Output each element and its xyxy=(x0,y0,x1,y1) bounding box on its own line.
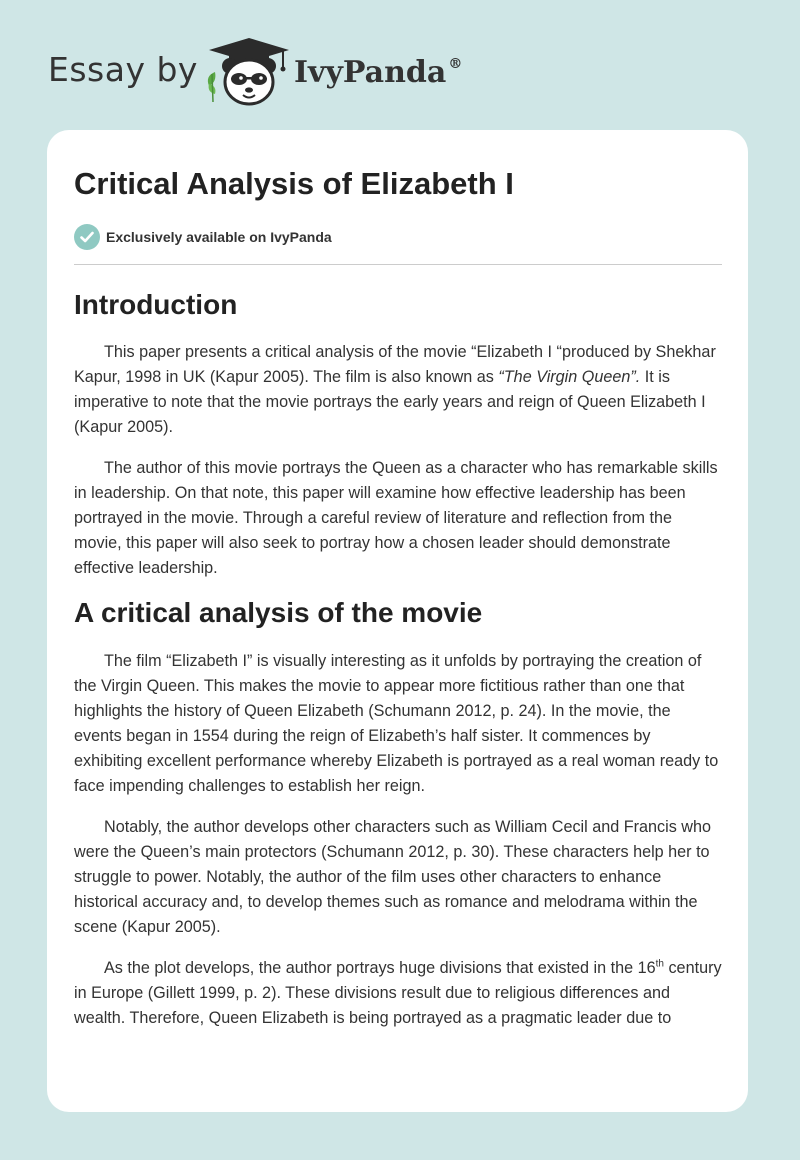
section-heading-introduction: Introduction xyxy=(74,289,238,320)
site-header xyxy=(0,0,800,130)
registered-mark: ® xyxy=(448,56,463,72)
paragraph xyxy=(74,956,722,1031)
essay-by-label: Essay by xyxy=(48,50,198,89)
paragraph xyxy=(74,340,722,440)
title-divider xyxy=(74,264,722,265)
paragraph-italic-text: “The Virgin Queen”. xyxy=(498,368,641,386)
exclusive-label: Exclusively available on IvyPanda xyxy=(106,229,332,245)
brand-name-text: IvyPanda xyxy=(294,55,447,90)
page-title: Critical Analysis of Elizabeth I xyxy=(74,166,514,201)
paragraph-text: century in Europe (Gillett 1999, p. 2). These divisions result due to religious differences and wealth. Therefore, Queen Elizabeth is being portrayed as a pragmatic leader due to xyxy=(74,959,722,1027)
exclusive-badge xyxy=(74,224,722,250)
essay-card xyxy=(47,130,748,1112)
paragraph: The author of this movie portrays the Queen as a character who has remarkable skills in leadership. On that note, this paper will examine how effective leadership has been portrayed in the movie. Through a careful review of literature and reflection from the movie, this paper will also seek to portray how a chosen leader should demonstrate effective leadership. xyxy=(74,459,718,577)
paragraph-text: As the plot develops, the author portrays huge divisions that existed in the 16 xyxy=(104,959,656,977)
brand-name[interactable] xyxy=(294,55,462,90)
panda-graduate-icon xyxy=(203,36,295,108)
section-heading-critical-analysis: A critical analysis of the movie xyxy=(74,597,483,628)
checkmark-icon xyxy=(74,224,100,250)
superscript: th xyxy=(655,958,664,970)
paragraph: The film “Elizabeth I” is visually interesting as it unfolds by portraying the creation of the Virgin Queen. This makes the movie to appear more fictitious rather than one that highlights the history of Queen Elizabeth (Schumann 2012, p. 24). In the movie, the events began in 1554 during the reign of Elizabeth’s half sister. It commences by exhibiting excellent performance whereby Elizabeth is portrayed as a real woman ready to face impending challenges to establish her reign. xyxy=(74,652,719,795)
paragraph-text: It is imperative to note that the movie portrays the early years and reign of Queen Elizabeth I (Kapur 2005). xyxy=(74,368,706,436)
paragraph: Notably, the author develops other characters such as William Cecil and Francis who were the Queen’s main protectors (Schumann 2012, p. 30). These characters help her to struggle to power. Notably, the author of the film uses other characters to enhance historical accuracy and, to develop themes such as romance and melodrama within the scene (Kapur 2005). xyxy=(74,818,712,936)
paragraph-text: This paper presents a critical analysis of the movie “Elizabeth I “produced by Shekhar Kapur, 1998 in UK (Kapur 2005). The film is also known as xyxy=(74,343,716,386)
